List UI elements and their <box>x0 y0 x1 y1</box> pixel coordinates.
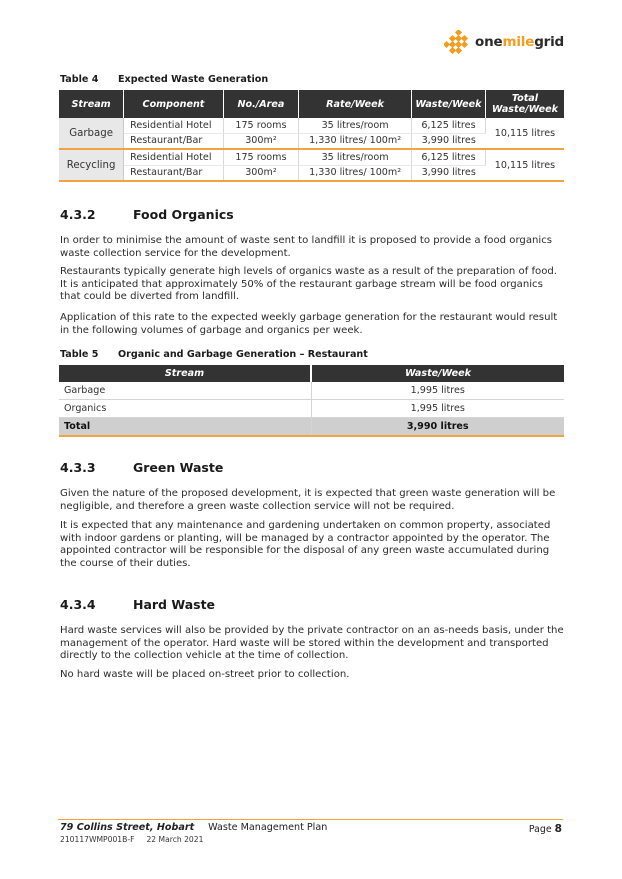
paragraph: Given the nature of the proposed development, it is expected that green waste generation will be negligible, and therefore a green waste collection service will not be required. <box>60 488 556 512</box>
component-cell: Restaurant/Bar <box>124 133 224 149</box>
section-heading-green-waste: 4.3.3 Green Waste <box>60 460 224 475</box>
table5-title: Organic and Garbage Generation – Restaurant <box>118 349 368 360</box>
waste-cell: 6,125 litres <box>412 149 486 165</box>
total-cell: 10,115 litres <box>485 149 564 181</box>
table-row <box>59 118 564 133</box>
table-row <box>59 149 564 165</box>
waste-cell: 1,995 litres <box>311 400 564 418</box>
table4-caption <box>60 74 268 85</box>
waste-cell: 3,990 litres <box>412 165 486 181</box>
total-cell: 10,115 litres <box>485 118 564 149</box>
area-cell: 175 rooms <box>223 118 298 133</box>
area-cell: 300m² <box>223 133 298 149</box>
component-cell: Restaurant/Bar <box>124 165 224 181</box>
table5-number: Table 5 <box>60 349 99 360</box>
stream-cell: Organics <box>59 400 311 418</box>
footer-meta <box>60 835 203 844</box>
col-header-total: Total Waste/Week <box>485 90 564 118</box>
table-header-row <box>59 90 564 118</box>
stream-cell: Garbage <box>59 118 124 149</box>
waste-cell: 6,125 litres <box>412 118 486 133</box>
footer-doc-title: Waste Management Plan <box>208 822 328 833</box>
waste-cell: 3,990 litres <box>412 133 486 149</box>
footer-doc-ref: 210117WMP001B-F <box>60 835 135 844</box>
rate-cell: 1,330 litres/ 100m² <box>299 165 412 181</box>
component-cell: Residential Hotel <box>124 118 224 133</box>
total-row <box>59 418 564 437</box>
footer-location: 79 Collins Street, Hobart <box>60 822 195 833</box>
footer-title <box>60 822 327 833</box>
col-header-waste: Waste/Week <box>412 90 486 118</box>
rate-cell: 35 litres/room <box>299 149 412 165</box>
col-header-component: Component <box>124 90 224 118</box>
paragraph: Restaurants typically generate high levels of organics waste as a result of the preparation of food. It is anticipated that approximately 50% of the restaurant garbage stream will be food organics that could be diverted from landfill. <box>60 266 557 303</box>
rate-cell: 1,330 litres/ 100m² <box>299 133 412 149</box>
col-header-rate: Rate/Week <box>299 90 412 118</box>
table-row <box>59 382 564 400</box>
area-cell: 175 rooms <box>223 149 298 165</box>
page-number: Page 8 <box>528 823 562 835</box>
total-value-cell: 3,990 litres <box>311 418 564 437</box>
table4-number: Table 4 <box>60 74 99 85</box>
rate-cell: 35 litres/room <box>299 118 412 133</box>
col-header-stream: Stream <box>59 90 124 118</box>
logo-wordmark: onemilegrid <box>475 34 564 50</box>
table-header-row <box>59 365 564 382</box>
logo-grid-icon <box>444 30 472 54</box>
paragraph: Hard waste services will also be provided by the private contractor on an as-needs basis, under the management of the operator. Hard waste will be stored within the development and transported directly to the collection vehicle at the time of collection. <box>60 625 564 662</box>
footer-divider <box>58 819 563 820</box>
table-row <box>59 400 564 418</box>
paragraph: In order to minimise the amount of waste sent to landfill it is proposed to provide a food organics waste collection service for the development. <box>60 235 553 259</box>
company-logo <box>444 30 564 54</box>
waste-cell: 1,995 litres <box>311 382 564 400</box>
col-header-waste: Waste/Week <box>311 365 564 382</box>
expected-waste-table <box>59 90 564 182</box>
table4-title: Expected Waste Generation <box>118 74 269 85</box>
footer-date: 22 March 2021 <box>146 835 204 844</box>
stream-cell: Recycling <box>59 149 124 181</box>
paragraph: No hard waste will be placed on-street prior to collection. <box>60 669 350 680</box>
organic-garbage-table <box>59 365 564 437</box>
table5-caption <box>60 349 368 360</box>
section-heading-hard-waste: 4.3.4 Hard Waste <box>60 597 216 612</box>
area-cell: 300m² <box>223 165 298 181</box>
stream-cell: Garbage <box>59 382 311 400</box>
col-header-stream: Stream <box>59 365 311 382</box>
section-heading-food-organics: 4.3.2 Food Organics <box>60 207 234 222</box>
total-label-cell: Total <box>59 418 311 437</box>
paragraph: Application of this rate to the expected weekly garbage generation for the restaurant would result in the following volumes of garbage and organics per week. <box>60 312 558 336</box>
paragraph: It is expected that any maintenance and gardening undertaken on common property, associated with indoor gardens or planting, will be managed by a contractor appointed by the operator. The appointed contractor will be responsible for the disposal of any green waste accumulated during the course of their duties. <box>60 520 551 570</box>
col-header-area: No./Area <box>223 90 298 118</box>
component-cell: Residential Hotel <box>124 149 224 165</box>
